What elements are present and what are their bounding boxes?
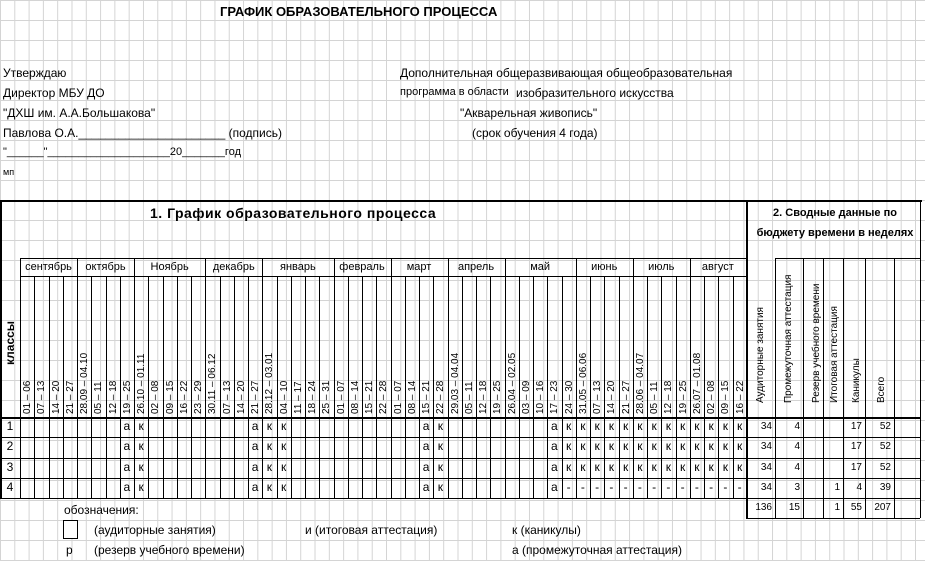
- schedule-cell: к: [566, 460, 572, 474]
- schedule-cell: к: [580, 439, 586, 453]
- schedule-cell: к: [737, 460, 743, 474]
- week-label: 14 – 20: [235, 380, 247, 414]
- week-col-line: [334, 276, 335, 498]
- week-col-line: [234, 276, 235, 498]
- month-label: декабрь: [212, 261, 255, 273]
- schedule-cell: -: [666, 480, 671, 494]
- schedule-cell: к: [651, 439, 657, 453]
- week-label: 09 – 15: [164, 380, 176, 414]
- schedule-cell: а: [123, 419, 131, 433]
- week-label: 12 – 18: [663, 380, 675, 414]
- schedule-cell: -: [709, 480, 714, 494]
- week-col-line: [476, 276, 477, 498]
- schedule-cell: -: [623, 480, 628, 494]
- legend-aud: (аудиторные занятия): [94, 523, 216, 537]
- week-col-line: [20, 276, 21, 498]
- schedule-cell: к: [266, 419, 272, 433]
- week-label: 25 – 31: [321, 380, 333, 414]
- week-col-line: [319, 276, 320, 498]
- week-label: 28.09 – 04.10: [79, 352, 90, 414]
- schedule-cell: -: [566, 480, 571, 494]
- summary-value: 4: [794, 421, 800, 432]
- schedule-cell: -: [595, 480, 600, 494]
- week-label: 08 – 14: [349, 380, 361, 414]
- week-label: 07 – 13: [221, 380, 233, 414]
- school-name: "ДХШ им. А.А.Большакова": [3, 106, 156, 120]
- week-label: 22 – 28: [435, 380, 447, 414]
- week-label: 28.12 – 03.01: [264, 352, 276, 414]
- week-label: 19 – 25: [677, 380, 689, 414]
- schedule-cell: -: [723, 480, 728, 494]
- schedule-cell: -: [652, 480, 657, 494]
- week-col-line: [376, 276, 377, 498]
- schedule-cell: к: [281, 460, 287, 474]
- schedule-cell: к: [608, 419, 614, 433]
- schedule-cell: -: [580, 480, 585, 494]
- total-value: 55: [850, 502, 862, 513]
- week-col-line: [405, 276, 406, 498]
- schedule-cell: к: [281, 439, 287, 453]
- schedule-cell: -: [680, 480, 685, 494]
- summary-value: 34: [760, 421, 772, 432]
- week-label: 01 – 07: [392, 380, 404, 414]
- page-title: ГРАФИК ОБРАЗОВАТЕЛЬНОГО ПРОЦЕССА: [220, 4, 498, 19]
- week-label: 22 – 28: [378, 380, 390, 414]
- total-value: 207: [874, 502, 891, 513]
- schedule-cell: к: [138, 480, 144, 494]
- program-name: "Акварельная живопись": [460, 106, 598, 120]
- stamp-mark: мп: [3, 167, 15, 177]
- week-label: 19 – 25: [121, 380, 133, 414]
- week-label: 28.06 – 04.07: [634, 352, 646, 414]
- program-line1: Дополнительная общеразвивающая общеобразовательная: [400, 66, 733, 80]
- summary-value: [803, 478, 820, 497]
- week-col-line: [63, 276, 64, 498]
- schedule-cell: к: [437, 439, 443, 453]
- schedule-cell: к: [637, 439, 643, 453]
- class-label: 4: [6, 480, 14, 494]
- table-top-border: [0, 200, 922, 202]
- week-label: 10 – 16: [535, 380, 546, 414]
- week-col-line: [490, 276, 491, 498]
- director-label: Директор МБУ ДО: [3, 86, 105, 100]
- schedule-cell: к: [737, 439, 743, 453]
- schedule-cell: -: [694, 480, 699, 494]
- week-label: 29.03 – 04.04: [449, 352, 461, 414]
- schedule-cell: к: [437, 480, 443, 494]
- summary-value: 52: [879, 441, 891, 452]
- schedule-cell: а: [551, 439, 558, 453]
- week-col-line: [205, 276, 206, 498]
- week-col-line: [391, 276, 392, 498]
- schedule-cell: к: [665, 460, 671, 474]
- week-label: 05 – 11: [649, 381, 660, 414]
- summary-value: 34: [760, 441, 772, 452]
- schedule-cell: к: [138, 419, 144, 433]
- week-label: 21 – 27: [250, 380, 261, 414]
- schedule-cell: к: [651, 419, 657, 433]
- month-label: июнь: [591, 261, 618, 273]
- week-label: 14 – 20: [50, 380, 62, 414]
- week-col-line: [348, 276, 349, 498]
- legend-title: обозначения:: [64, 503, 139, 517]
- month-label: февраль: [339, 261, 385, 273]
- schedule-cell: а: [251, 460, 259, 474]
- week-label: 11 – 17: [292, 381, 304, 414]
- month-label: сентябрь: [25, 261, 72, 273]
- summary-value: 4: [794, 462, 800, 473]
- month-label: октябрь: [85, 261, 126, 273]
- schedule-cell: к: [580, 419, 586, 433]
- schedule-cell: к: [437, 460, 443, 474]
- schedule-cell: к: [266, 480, 272, 494]
- week-label: 26.10 – 01.11: [136, 353, 147, 414]
- summary-headers-top-line: [775, 258, 920, 259]
- week-label: 14 – 20: [606, 380, 618, 414]
- week-col-line: [49, 276, 50, 498]
- week-label: 15 – 21: [364, 380, 375, 414]
- class-label: 2: [6, 439, 14, 453]
- week-label: 15 – 21: [421, 380, 432, 414]
- schedule-cell: к: [608, 439, 614, 453]
- schedule-cell: а: [251, 419, 259, 433]
- month-label: январь: [280, 261, 316, 273]
- summary-value: 17: [850, 441, 862, 452]
- schedule-cell: к: [608, 460, 614, 474]
- program-line2a: программа в области: [400, 86, 509, 98]
- schedule-cell: а: [123, 480, 131, 494]
- schedule-cell: -: [609, 480, 614, 494]
- summary-value: 4: [794, 441, 800, 452]
- week-label: 19 – 25: [492, 380, 504, 414]
- week-col-line: [91, 276, 92, 498]
- summary-value: 34: [760, 462, 772, 473]
- week-label: 12 – 18: [107, 380, 119, 414]
- schedule-cell: к: [266, 439, 272, 453]
- approve-label: Утверждаю: [3, 66, 67, 80]
- class-label: 1: [6, 419, 14, 433]
- classes-header: классы: [3, 320, 17, 365]
- summary-col-line: [920, 258, 921, 518]
- legend-empty-box: [63, 520, 78, 539]
- schedule-cell: а: [251, 480, 259, 494]
- summary-value: [803, 417, 820, 436]
- summary-value: 1: [834, 482, 840, 493]
- week-label: 03 – 09: [520, 380, 532, 414]
- week-label: 02 – 08: [706, 380, 717, 414]
- schedule-cell: а: [422, 439, 430, 453]
- schedule-cell: к: [665, 419, 671, 433]
- summary-value: 17: [850, 462, 862, 473]
- week-label: 21 – 27: [620, 380, 632, 414]
- summary-header: Всего: [876, 376, 887, 403]
- week-col-line: [77, 276, 78, 498]
- schedule-cell: а: [123, 439, 131, 453]
- total-value: 136: [755, 502, 772, 513]
- schedule-cell: к: [594, 460, 600, 474]
- summary-header: Аудиторные занятия: [755, 307, 766, 403]
- schedule-cell: к: [708, 439, 714, 453]
- schedule-cell: к: [694, 419, 700, 433]
- month-label: апрель: [457, 261, 495, 273]
- schedule-cell: а: [551, 460, 558, 474]
- week-col-line: [462, 276, 463, 498]
- schedule-cell: а: [551, 419, 558, 433]
- schedule-cell: к: [722, 419, 728, 433]
- summary-value: [823, 417, 840, 436]
- month-label: Ноябрь: [150, 261, 189, 273]
- schedule-cell: к: [566, 439, 572, 453]
- schedule-cell: к: [694, 439, 700, 453]
- summary-header: Каникулы: [851, 358, 862, 403]
- week-col-line: [106, 276, 107, 498]
- week-label: 01 – 07: [335, 380, 347, 414]
- schedule-cell: -: [637, 480, 642, 494]
- summary-value: 17: [850, 421, 862, 432]
- week-col-line: [362, 276, 363, 498]
- week-label: 17 – 23: [549, 380, 561, 414]
- class-label: 3: [6, 460, 14, 474]
- schedule-cell: к: [637, 419, 643, 433]
- week-col-line: [533, 276, 534, 498]
- total-value: [803, 498, 820, 517]
- week-col-line: [305, 276, 306, 498]
- month-label: июль: [648, 261, 675, 273]
- schedule-cell: к: [637, 460, 643, 474]
- week-label: 01 – 06: [22, 380, 33, 414]
- schedule-cell: к: [623, 460, 629, 474]
- month-label: март: [406, 261, 432, 273]
- program-duration: (срок обучения 4 года): [472, 126, 598, 140]
- week-col-line: [519, 276, 520, 498]
- schedule-cell: к: [623, 439, 629, 453]
- week-label: 16 – 22: [178, 380, 190, 414]
- week-label: 05 – 11: [463, 381, 475, 414]
- schedule-cell: а: [422, 419, 430, 433]
- summary-value: 52: [879, 421, 891, 432]
- month-label: август: [701, 261, 734, 273]
- schedule-cell: а: [551, 480, 558, 494]
- summary-header: Итоговая аттестация: [829, 306, 840, 403]
- month-label: май: [530, 261, 551, 273]
- week-label: 09 – 15: [720, 380, 732, 414]
- week-label: 07 – 13: [592, 380, 603, 414]
- week-label: 26.07 – 01.08: [691, 352, 703, 414]
- week-label: 18 – 24: [307, 380, 318, 414]
- schedule-cell: к: [138, 460, 144, 474]
- date-line: "______"____________________20_______год: [3, 146, 241, 158]
- totals-bottom-line: [746, 518, 920, 519]
- schedule-cell: а: [422, 480, 430, 494]
- schedule-cell: к: [437, 419, 443, 433]
- schedule-cell: к: [594, 439, 600, 453]
- week-label: 04 – 10: [278, 380, 290, 414]
- week-col-line: [177, 276, 178, 498]
- schedule-cell: к: [594, 419, 600, 433]
- schedule-cell: -: [737, 480, 742, 494]
- summary-value: 39: [879, 482, 891, 493]
- week-label: 08 – 14: [406, 380, 418, 414]
- schedule-cell: к: [680, 460, 686, 474]
- legend-interim: а (промежуточная аттестация): [512, 543, 683, 557]
- summary-value: [823, 437, 840, 456]
- schedule-cell: к: [737, 419, 743, 433]
- schedule-cell: к: [651, 460, 657, 474]
- schedule-cell: к: [708, 419, 714, 433]
- schedule-cell: к: [281, 419, 287, 433]
- week-label: 31.05 – 06.06: [577, 352, 589, 414]
- schedule-cell: к: [623, 419, 629, 433]
- program-line2b: изобразительного искусства: [516, 86, 674, 100]
- summary-col-line: [894, 258, 895, 518]
- schedule-cell: к: [680, 419, 686, 433]
- summary-value: 3: [794, 482, 800, 493]
- schedule-cell: к: [680, 439, 686, 453]
- legend-holidays: к (каникулы): [512, 523, 581, 537]
- summary-value: 52: [879, 462, 891, 473]
- week-label: 02 – 08: [150, 380, 162, 414]
- summary-header: Резерв учебного времени: [811, 283, 822, 403]
- week-col-line: [448, 276, 449, 498]
- schedule-cell: к: [722, 460, 728, 474]
- schedule-cell: к: [665, 439, 671, 453]
- summary-value: [803, 458, 820, 477]
- schedule-cell: а: [251, 439, 259, 453]
- schedule-cell: а: [422, 460, 430, 474]
- week-col-line: [220, 276, 221, 498]
- summary-value: 34: [760, 482, 772, 493]
- summary-header: Промежуточная аттестация: [783, 274, 794, 403]
- week-label: 12 – 18: [478, 380, 489, 414]
- section-title: 1. График образовательного процесса: [150, 205, 437, 221]
- week-label: 05 – 11: [93, 381, 105, 414]
- schedule-cell: к: [266, 460, 272, 474]
- week-col-line: [163, 276, 164, 498]
- schedule-cell: к: [694, 460, 700, 474]
- schedule-cell: к: [281, 480, 287, 494]
- signature-line: Павлова О.А.______________________ (подпись): [3, 126, 282, 140]
- legend-reserve: (резерв учебного времени): [94, 543, 245, 557]
- week-col-line: [34, 276, 35, 498]
- summary-value: [823, 458, 840, 477]
- schedule-cell: к: [580, 460, 586, 474]
- summary-title: 2. Сводные данные по бюджету времени в неделях: [756, 207, 914, 239]
- week-label: 24 – 30: [563, 380, 575, 414]
- total-value: 1: [834, 502, 840, 513]
- schedule-cell: к: [138, 439, 144, 453]
- week-label: 30.11 – 06.12: [207, 353, 219, 414]
- week-col-line: [505, 276, 506, 498]
- summary-value: 4: [856, 482, 862, 493]
- week-label: 16 – 22: [734, 380, 746, 414]
- schedule-cell: к: [708, 460, 714, 474]
- summary-value: [803, 437, 820, 456]
- schedule-cell: а: [123, 460, 131, 474]
- week-label: 23 – 29: [193, 380, 204, 414]
- legend-final: и (итоговая аттестация): [305, 523, 438, 537]
- total-value: 15: [788, 502, 800, 513]
- week-label: 07 – 13: [36, 380, 48, 414]
- week-col-line: [191, 276, 192, 498]
- schedule-cell: к: [566, 419, 572, 433]
- week-label: 21 – 27: [64, 380, 76, 414]
- week-label: 26.04 – 02.05: [506, 352, 518, 414]
- legend-reserve-symbol: р: [66, 543, 73, 557]
- schedule-cell: к: [722, 439, 728, 453]
- week-col-line: [291, 276, 292, 498]
